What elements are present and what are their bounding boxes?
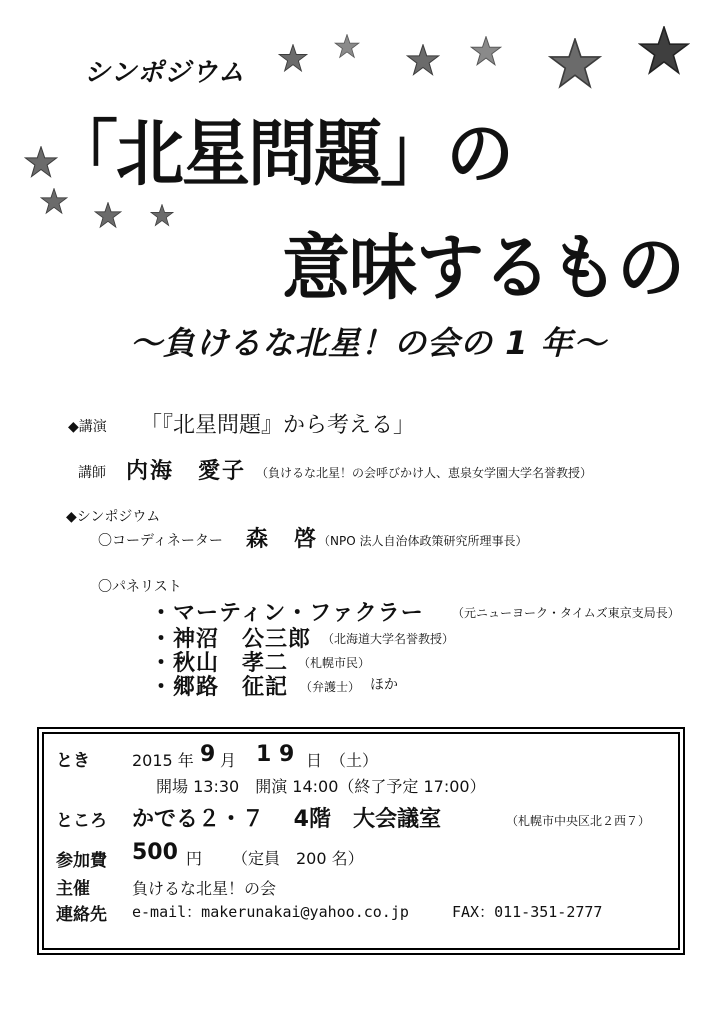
contact-fax: FAX：011-351-2777 — [452, 903, 603, 921]
event-month: 9 — [200, 742, 216, 767]
panelist-role: （北海道大学名誉教授） — [322, 632, 455, 646]
panelists-label: 〇パネリスト — [98, 579, 182, 595]
panelist-role: （弁護士） — [300, 680, 361, 694]
speaker-name: 内海 愛子 — [126, 459, 247, 484]
event-times: 開場 13:30 開演 14:00（終了予定 17:00） — [156, 777, 486, 796]
capacity: （定員 200 名） — [232, 849, 364, 868]
fee-unit: 円 — [186, 849, 203, 868]
panelist-name: ・マーティン・ファクラー — [150, 601, 424, 626]
panelist-role: （元ニューヨーク・タイムズ東京支局長） — [452, 606, 680, 620]
page-subtitle: 〜負けるな北星！の会の 1 年〜 — [130, 324, 607, 362]
event-weekday: （土） — [330, 751, 379, 770]
star-icon — [406, 44, 440, 78]
panelist-suffix: ほか — [370, 677, 398, 693]
panelist-name: ・郷路 征記 — [150, 675, 289, 700]
contact-label: 連絡先 — [56, 905, 107, 925]
page-title-line-2: 意味するもの — [282, 227, 685, 311]
star-icon — [638, 26, 690, 78]
event-kicker: シンポジウム — [84, 58, 246, 88]
symposium-section-label: ◆シンポジウム — [66, 509, 161, 525]
star-icon — [334, 34, 360, 60]
panelist-name: ・神沼 公三郎 — [150, 627, 312, 652]
event-venue: かでる２・７ 4階 大会議室 — [132, 807, 441, 832]
event-day-unit: 日 — [306, 751, 323, 770]
event-month-unit: 月 — [220, 751, 237, 770]
coordinator-role: （NPO 法人自治体政策研究所理事長） — [318, 534, 528, 548]
panelist-name: ・秋山 孝二 — [150, 651, 289, 676]
lecture-title: 「『北星問題』から考える」 — [140, 413, 416, 438]
coordinator-name: 森 啓 — [246, 527, 319, 552]
star-icon — [548, 38, 602, 92]
star-icon — [278, 44, 308, 74]
page-title-line-1: 「北星問題」の — [50, 113, 513, 197]
when-label: とき — [56, 751, 90, 771]
host-label: 主催 — [56, 879, 90, 899]
speaker-role: （負けるな北星！の会呼びかけ人、恵泉女学園大学名誉教授） — [256, 466, 593, 480]
speaker-label: 講師 — [78, 465, 106, 481]
venue-address: （札幌市中央区北２西７） — [506, 814, 651, 828]
fee-label: 参加費 — [56, 851, 107, 871]
star-icon — [470, 36, 502, 68]
star-icon — [94, 202, 122, 230]
contact-email[interactable]: e-mail：makerunakai@yahoo.co.jp — [132, 903, 409, 921]
event-year: 2015 年 — [132, 751, 194, 770]
coordinator-label: 〇コーディネーター — [98, 533, 223, 549]
fee-amount: 500 — [132, 840, 178, 865]
event-day: 1 9 — [256, 742, 295, 767]
where-label: ところ — [56, 811, 107, 831]
host-name: 負けるな北星！の会 — [132, 879, 277, 898]
lecture-section-label: ◆講演 — [68, 419, 107, 435]
panelist-role: （札幌市民） — [298, 656, 371, 670]
star-icon — [150, 204, 174, 228]
